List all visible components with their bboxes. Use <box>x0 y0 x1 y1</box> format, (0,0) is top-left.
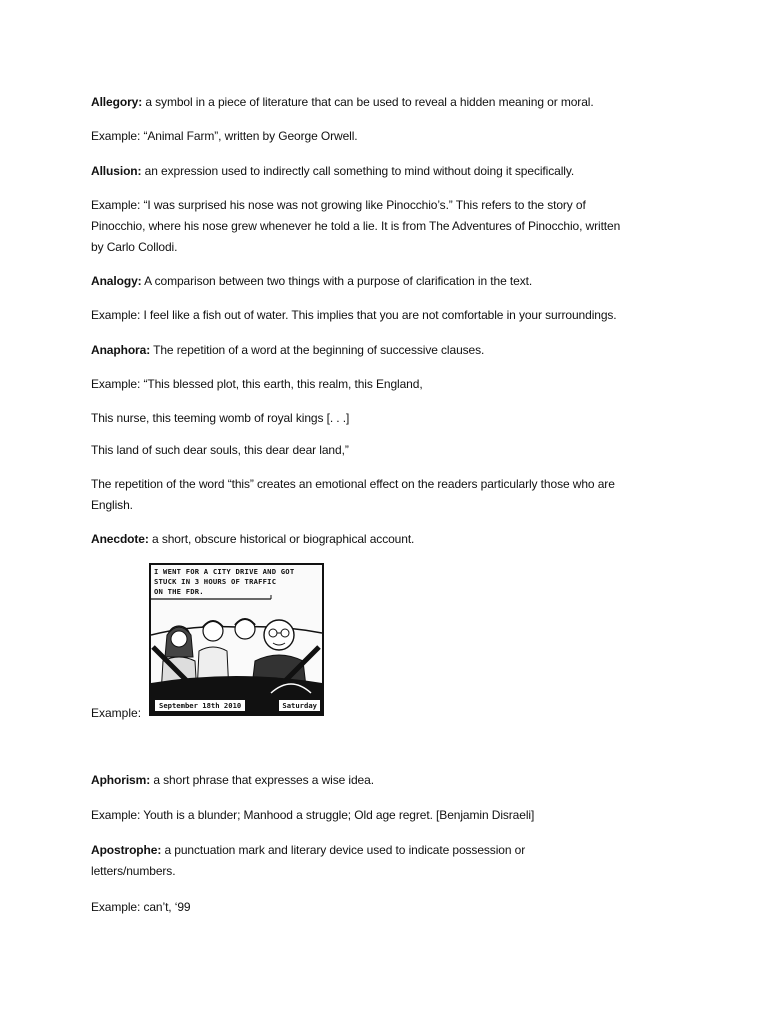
definition-text: a punctuation mark and literary device used to indicate possession or <box>161 843 526 857</box>
allegory-definition <box>91 92 691 113</box>
term-allegory: Allegory: <box>91 95 143 109</box>
definition-text: a short, obscure historical or biographical account. <box>148 532 415 546</box>
term-anecdote: Anecdote: <box>91 532 149 546</box>
anaphora-note-line-2: English. <box>91 498 133 512</box>
anaphora-poem-line-3: This land of such dear souls, this dear dear land,” <box>91 443 349 457</box>
anaphora-poem-line-2: This nurse, this teeming womb of royal kings [. . .] <box>91 411 350 425</box>
anecdote-comic-image <box>149 563 324 716</box>
allusion-example-line-3: by Carlo Collodi. <box>91 240 178 254</box>
comic-caption-line-1: I WENT FOR A CITY DRIVE AND GOT <box>154 567 295 576</box>
analogy-example: Example: I feel like a fish out of water. This implies that you are not comfortable in your surroundings. <box>91 308 617 322</box>
comic-caption-line-2: STUCK IN 3 HOURS OF TRAFFIC <box>154 577 277 586</box>
term-anaphora: Anaphora: <box>91 343 151 357</box>
definition-text: a symbol in a piece of literature that can be used to reveal a hidden meaning or moral. <box>142 95 594 109</box>
comic-drawing-icon <box>151 565 322 714</box>
aphorism-definition <box>91 770 691 791</box>
comic-example-label: Example: <box>91 706 142 720</box>
definition-text: a short phrase that expresses a wise idea. <box>150 773 374 787</box>
anecdote-example <box>91 563 491 723</box>
comic-day: Saturday <box>279 700 320 711</box>
apostrophe-definition-line-2: letters/numbers. <box>91 864 176 878</box>
comic-caption-line-3: ON THE FDR. <box>154 587 204 596</box>
term-aphorism: Aphorism: <box>91 773 151 787</box>
analogy-definition <box>91 271 691 292</box>
definition-text: The repetition of a word at the beginning of successive clauses. <box>150 343 485 357</box>
term-analogy: Analogy: <box>91 274 142 288</box>
anecdote-definition <box>91 529 691 550</box>
anaphora-definition <box>91 340 691 361</box>
aphorism-example: Example: Youth is a blunder; Manhood a struggle; Old age regret. [Benjamin Disraeli] <box>91 808 535 822</box>
term-allusion: Allusion: <box>91 164 142 178</box>
allusion-example-line-1: Example: “I was surprised his nose was not growing like Pinocchio’s.” This refers to the story of <box>91 198 586 212</box>
anaphora-note-line-1: The repetition of the word “this” creates an emotional effect on the readers particularly those who are <box>91 477 615 491</box>
allusion-definition <box>91 161 691 182</box>
apostrophe-example: Example: can’t, ‘99 <box>91 900 191 914</box>
term-apostrophe: Apostrophe: <box>91 843 162 857</box>
definition-text: an expression used to indirectly call something to mind without doing it specifically. <box>141 164 575 178</box>
definition-text: A comparison between two things with a purpose of clarification in the text. <box>141 274 533 288</box>
allusion-example-line-2: Pinocchio, where his nose grew whenever he told a lie. It is from The Adventures of Pinocchio, written <box>91 219 621 233</box>
anaphora-example: Example: “This blessed plot, this earth, this realm, this England, <box>91 377 423 391</box>
comic-date: September 18th 2010 <box>155 700 245 711</box>
allegory-example: Example: “Animal Farm”, written by George Orwell. <box>91 129 358 143</box>
comic-date-bar <box>151 697 322 714</box>
apostrophe-definition <box>91 840 691 861</box>
